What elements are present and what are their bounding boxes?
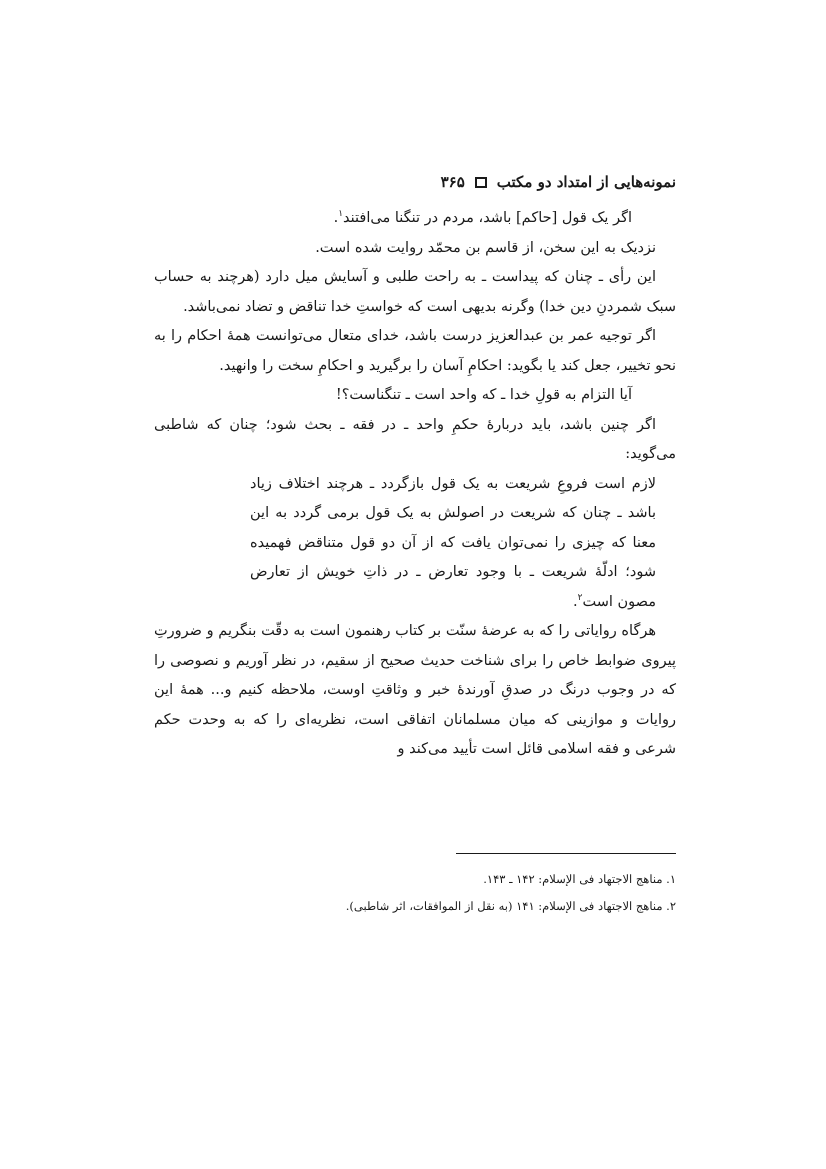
square-icon bbox=[475, 177, 487, 188]
paragraph: نزدیک به این سخن، از قاسم بن محمّد روایت شده است. bbox=[315, 239, 656, 256]
paragraph: این رأی ـ چنان که پیداست ـ به راحت طلبی و آسایش میل دارد (هرچند به حساب سبک شمردنِ دین خدا) وگرنه بدیهی است که خواستِ خدا تناقض و تضاد نمی‌باشد. bbox=[154, 269, 676, 315]
paragraph: هرگاه روایاتی را که به عرضهٔ سنّت بر کتاب رهنمون است به دقّت بنگریم و ضرورتِ پیروی ضوابط خاص را برای شناخت حدیث صحیح از سقیم، در نظر آوریم و نصوصی را که در وجوب درنگ در صدقِ آورندهٔ خبر و وثاقتِ اوست، ملاحظه کنیم و... همهٔ این روایات و موازینی که میان مسلمانان اتفاقی است، نظریه‌ای را که به وحدت حکم شرعی و فقه اسلامی قائل است تأیید می‌کند و bbox=[154, 623, 676, 757]
footnote-divider bbox=[456, 853, 676, 854]
main-text bbox=[154, 204, 676, 765]
page-number: ۳۶۵ bbox=[440, 173, 465, 191]
footnote-ref: ۲ bbox=[577, 592, 583, 603]
footnotes bbox=[154, 866, 676, 920]
footnote: ۲. مناهج الاجتهاد فی الإسلام: ۱۴۱ (به نقل از الموافقات، اثر شاطبی). bbox=[345, 899, 676, 913]
paragraph: اگر یک قول [حاکم] باشد، مردم در تنگنا می‌افتند$^۱$. bbox=[333, 209, 632, 226]
footnote: ۱. مناهج الاجتهاد فی الإسلام: ۱۴۲ ـ ۱۴۳. bbox=[483, 872, 676, 886]
paragraph: اگر توجیه عمر بن عبدالعزیز درست باشد، خدای متعال می‌توانست همهٔ احکام را به نحو تخییر، جعل کند یا بگوید: احکامِ آسان را برگیرید و احکامِ سخت را وانهید. bbox=[154, 328, 676, 374]
running-head bbox=[441, 170, 676, 194]
paragraph: اگر چنین باشد، باید دربارهٔ حکمِ واحد ـ در فقه ـ بحث شود؛ چنان که شاطبی می‌گوید: bbox=[154, 416, 676, 462]
running-head-title: نمونه‌هایی از امتداد دو مکتب bbox=[496, 173, 676, 191]
paragraph: آیا التزام به قولِ خدا ـ که واحد است ـ تنگناست؟! bbox=[335, 387, 632, 403]
block-quote: لازم است فروعِ شریعت به یک قول بازگردد ـ هرچند اختلاف زیاد باشد ـ چنان که شریعت در اصولش به یک قول برمی گردد به این معنا که چیزی را نمی‌توان یافت که از آن دو قول متناقض فهمیده شود؛ ادلّهٔ شریعت ـ با وجود تعارض ـ در ذاتِ خویش از تعارض مصون است$^۲$. bbox=[250, 475, 656, 610]
footnote-ref: ۱ bbox=[338, 209, 344, 220]
